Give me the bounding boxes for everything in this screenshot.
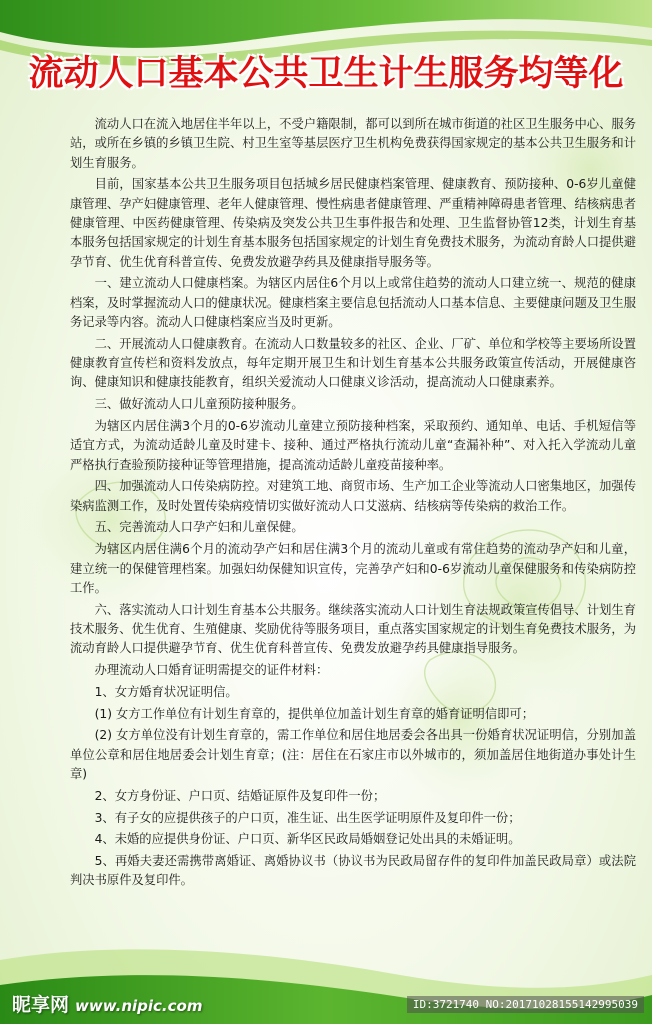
list-item: 5、再婚夫妻还需携带离婚证、离婚协议书（协议书为民政局留存件的复印件加盖民政局章）或法院判决书原件及复印件。 [70,854,636,888]
list-item: 1、女方婚育状况证明信。 [94,684,238,699]
paragraph-health-education: 二、开展流动人口健康教育。在流动人口数量较多的社区、企业、厂矿、单位和学校等主要场所设置健康教育宣传栏和资料发放点，每年定期开展卫生和计划生育基本公共服务政策宣传活动，开展健康咨询、健康知识和健康技能教育，组织关爱流动人口健康义诊活动，提高流动人口健康素养。 [70,336,636,390]
list-item: (1) 女方工作单位有计划生育章的，提供单位加盖计划生育章的婚育证明信即可； [94,706,535,721]
list-item: (2) 女方单位没有计划生育章的，需工作单位和居住地居委会各出具一份婚育状况证明信，分别加盖单位公章和居住地居委会计划生育章；(注：居住在石家庄市以外城市的，须加盖居住地街道办事处计生章) [70,728,636,781]
list-item: 2、女方身份证、户口页、结婚证原件及复印件一份； [94,788,386,803]
watermark-brand: 昵享网 [12,994,70,1016]
paragraph-services: 目前，国家基本公共卫生服务项目包括城乡居民健康档案管理、健康教育、预防接种、0-6岁儿童健康管理、孕产妇健康管理、老年人健康管理、慢性病患者健康管理、严重精神障碍患者管理、结核病患者健康管理、中医药健康管理、传染病及突发公共卫生事件报告和处理、卫生监督协管12类，计划生育基本服务包括国家规定的计划生育基本服务包括国家规定的计划生育免费技术服务，为流动育龄人口提供避孕节育、优生优育科普宣传、免费发放避孕药具及健康指导服务等。 [70,177,636,269]
watermark-id: ID:3721740 NO:20171028155142995039 [407,996,644,1013]
paragraph-disease-control: 四、加强流动人口传染病防控。对建筑工地、商贸市场、生产加工企业等流动人口密集地区，加强传染病监测工作，及时处置传染病疫情切实做好流动人口艾滋病、结核病等传染病的救治工作。 [70,479,636,513]
paragraph-vaccination: 为辖区内居住满3个月的0-6岁流动儿童建立预防接种档案，采取预约、通知单、电话、手机短信等适宜方式，为流动适龄儿童及时建卡、接种、通过严格执行流动儿童“查漏补种”、对入托入学流动儿童严格执行查验预防接种证等管理措施，提高流动适龄儿童疫苗接种率。 [70,418,636,472]
paragraph-maternal-child: 为辖区内居住满6个月的流动孕产妇和居住满3个月的流动儿童或有常住趋势的流动孕产妇和儿童，建立统一的保健管理档案。加强妇幼保健知识宣传，完善孕产妇和0-6岁流动儿童保健服务和传染病防控工作。 [70,542,636,595]
list-item: 4、未婚的应提供身份证、户口页、新华区民政局婚姻登记处出具的未婚证明。 [94,832,521,847]
watermark-url: www.nipic.com [75,997,203,1015]
heading-maternal-child: 五、完善流动人口孕产妇和儿童保健。 [94,520,304,535]
heading-documents: 办理流动人口婚育证明需提交的证件材料： [94,663,329,678]
list-item: 3、有子女的应提供孩子的户口页，准生证、出生医学证明原件及复印件一份； [94,810,521,825]
watermark-logo [12,990,202,1017]
paragraph-health-records: 一、建立流动人口健康档案。为辖区内居住6个月以上或常住趋势的流动人口建立统一、规范的健康档案，及时掌握流动人口的健康状况。健康档案主要信息包括流动人口基本信息、主要健康问题及卫生服务记录等内容。流动人口健康档案应当及时更新。 [70,276,636,329]
page-title: 流动人口基本公共卫生计生服务均等化 [28,54,624,94]
paragraph-intro: 流动人口在流入地居住半年以上，不受户籍限制，都可以到所在城市街道的社区卫生服务中心、服务站，或所在乡镇的乡镇卫生院、村卫生室等基层医疗卫生机构免费获得国家规定的基本公共卫生服务和计划生育服务。 [70,117,636,170]
heading-vaccination: 三、做好流动人口儿童预防接种服务。 [94,397,304,412]
body-text [70,115,636,893]
paragraph-family-planning: 六、落实流动人口计划生育基本公共服务。继续落实流动人口计划生育法规政策宣传倡导、计划生育技术服务、优生优育、生殖健康、奖励优待等服务项目，重点落实国家规定的计划生育免费技术服务，为流动育龄人口提供避孕节育、优生优育科普宣传、免费发放避孕药具健康指导服务。 [70,602,636,656]
